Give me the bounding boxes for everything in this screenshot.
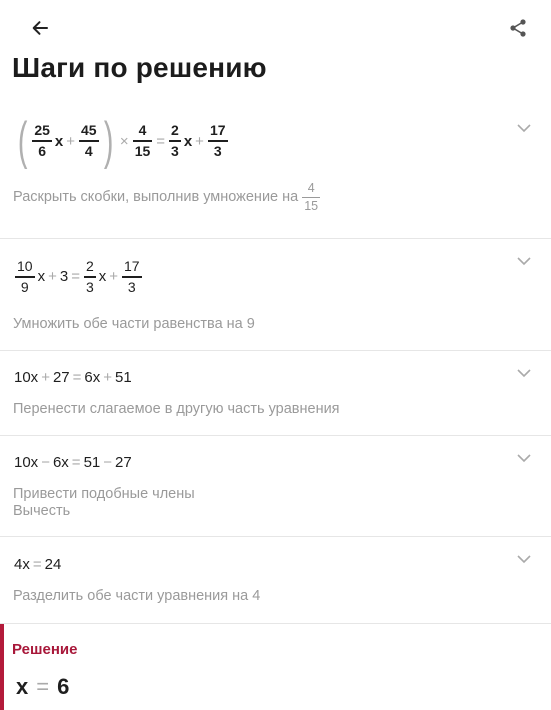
variable: x (54, 132, 64, 150)
variable: x (37, 268, 46, 286)
step-1-description: Раскрыть скобки, выполнив умножение на $\frac{4}{15}$ (13, 181, 319, 213)
step-4-description-line-1: Привести подобные члены (13, 486, 195, 502)
equals-sign: = (36, 674, 50, 699)
step-5-expression: 4x = 24 (14, 556, 62, 573)
step-4-expression: 10x − 6x = 51 − 27 (14, 454, 132, 471)
step-2[interactable] (0, 238, 551, 351)
step-3-description: Перенести слагаемое в другую часть уравнения (13, 401, 340, 417)
left-paren: ( (17, 112, 28, 170)
step-2-description: Умножить обе части равенства на 9 (13, 316, 255, 332)
equals-sign: = (156, 132, 166, 150)
solution-value: 6 (57, 674, 70, 699)
fraction: $\frac{10}{9}$ (17, 258, 33, 295)
back-button[interactable] (22, 10, 58, 46)
top-bar (0, 0, 551, 56)
chevron-down-icon[interactable] (515, 550, 533, 568)
fraction: $\frac{2}{3}$ (171, 122, 179, 159)
variable: x (98, 268, 107, 286)
solution-variable: x (16, 674, 29, 699)
chevron-down-icon[interactable] (515, 119, 533, 137)
operator: + (66, 132, 76, 150)
fraction: $\frac{25}{6}$ (34, 122, 50, 159)
fraction: $\frac{4}{15}$ (304, 181, 319, 213)
solution-answer (16, 674, 69, 700)
step-3[interactable] (0, 350, 551, 436)
operator: × (119, 132, 129, 150)
step-2-expression (14, 258, 143, 296)
step-5-description: Разделить обе части уравнения на 4 (13, 588, 261, 604)
step-1[interactable] (0, 105, 551, 239)
solution-panel (0, 624, 551, 710)
step-3-expression: 10x + 27 = 6x + 51 (14, 369, 132, 386)
operator: + (109, 268, 119, 286)
operator: + (195, 132, 204, 150)
step-4[interactable] (0, 435, 551, 537)
arrow-left-icon (31, 19, 49, 37)
fraction: $\frac{2}{3}$ (85, 258, 94, 295)
variable: x (183, 132, 193, 150)
fraction: $\frac{17}{3}$ (124, 258, 140, 295)
step-5[interactable] (0, 536, 551, 624)
fraction: $\frac{45}{4}$ (81, 122, 97, 159)
chevron-down-icon[interactable] (515, 449, 533, 467)
solution-label: Решение (12, 641, 78, 658)
solution-accent-bar (0, 624, 4, 710)
chevron-down-icon[interactable] (515, 252, 533, 270)
share-icon (508, 18, 528, 38)
constant: 3 (59, 268, 69, 286)
page-title: Шаги по решению (12, 52, 267, 83)
fraction: $\frac{17}{3}$ (209, 122, 226, 159)
equals-sign: = (71, 268, 80, 286)
fraction: $\frac{4}{15}$ (134, 122, 151, 159)
share-button[interactable] (500, 10, 536, 46)
step-4-description-line-2: Вычесть (13, 503, 71, 519)
chevron-down-icon[interactable] (515, 364, 533, 382)
operator: + (48, 268, 57, 286)
right-paren: ) (103, 112, 114, 170)
step-1-expression (14, 112, 229, 170)
